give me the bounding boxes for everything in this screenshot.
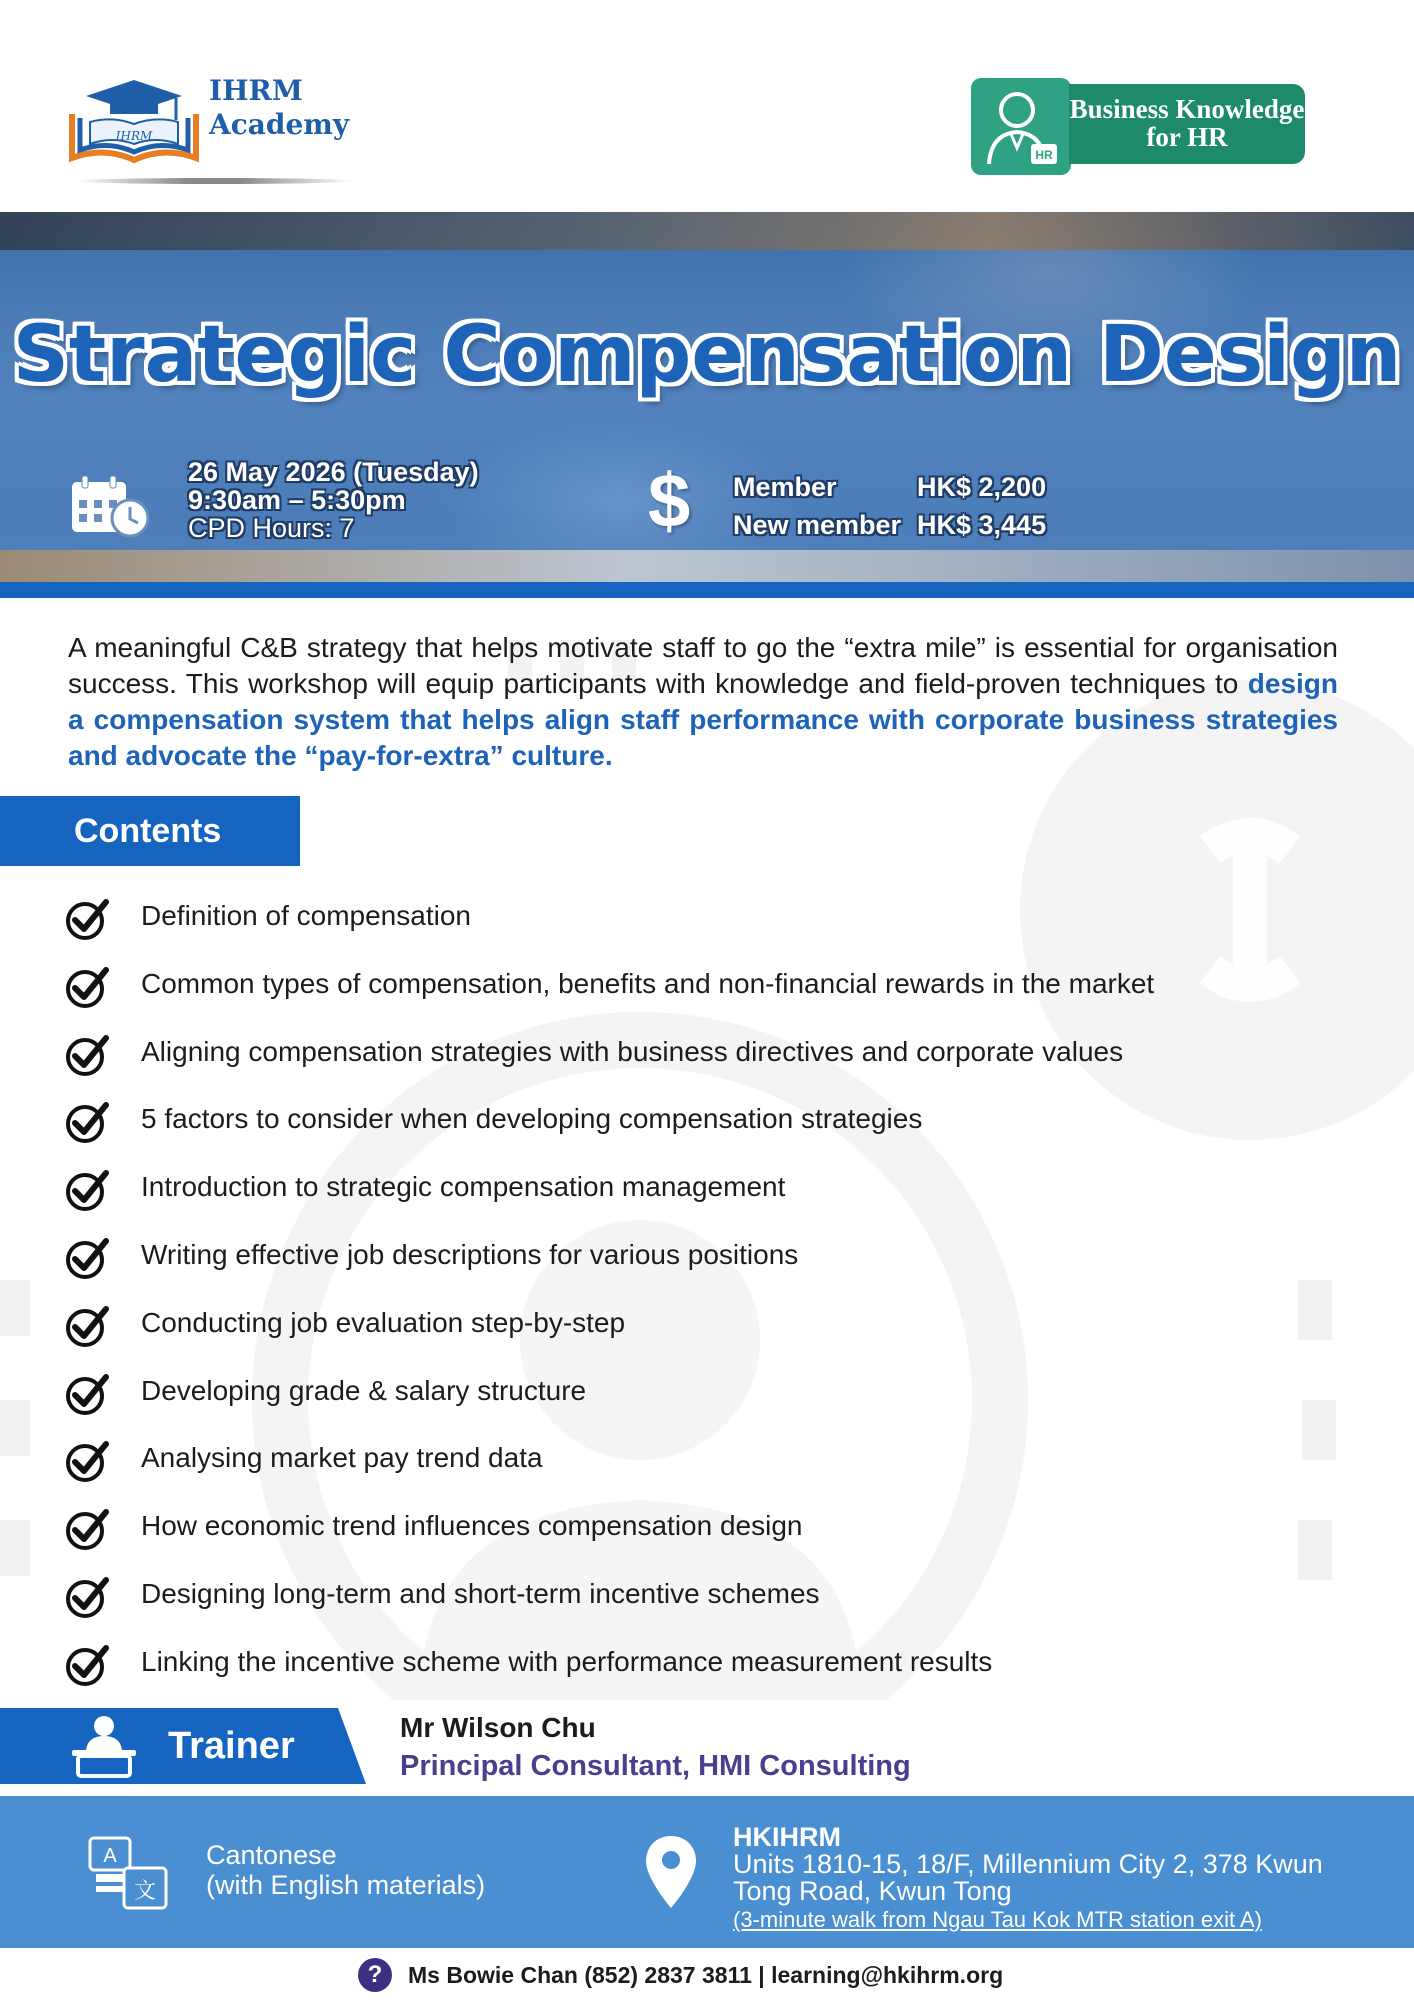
price-value: HK$ 3,445 xyxy=(917,510,1047,540)
venue-info xyxy=(733,1824,1373,1935)
list-item xyxy=(64,1163,1364,1231)
list-item-text: 5 factors to consider when developing compensation strategies xyxy=(141,1103,923,1135)
list-item-text: Developing grade & salary structure xyxy=(141,1374,587,1406)
banner-photo-bottom xyxy=(0,550,1414,582)
price-row-member xyxy=(733,468,1046,506)
list-item xyxy=(64,1570,1364,1638)
intro-end: . xyxy=(604,740,613,771)
checkmark-icon xyxy=(64,1438,110,1484)
list-item xyxy=(64,892,1364,960)
list-item-text: Analysing market pay trend data xyxy=(141,1442,543,1474)
list-item xyxy=(64,1095,1364,1163)
list-item-text: Linking the incentive scheme with performance measurement results xyxy=(141,1645,993,1677)
list-item-text: Introduction to strategic compensation management xyxy=(141,1171,786,1203)
question-icon: ? xyxy=(358,1958,392,1992)
checkmark-icon xyxy=(64,1303,110,1349)
checkmark-icon xyxy=(64,1506,110,1552)
checkmark-icon xyxy=(64,896,110,942)
list-item-text: How economic trend influences compensation design xyxy=(141,1510,803,1542)
contents-heading: Contents xyxy=(0,796,300,866)
checkmark-icon xyxy=(64,1099,110,1145)
price-row-new-member xyxy=(733,506,1046,544)
badge-line-2: for HR xyxy=(1146,122,1228,152)
trainer-title: Principal Consultant, HMI Consulting xyxy=(400,1750,911,1782)
intro-highlight: design a compensation system that helps align staff performance with corporate business strategies and advocate the “pay-for-extra” culture xyxy=(68,668,1338,771)
ihrm-academy-logo xyxy=(64,74,364,194)
checkmark-icon xyxy=(64,1642,110,1688)
trainer-heading: Trainer xyxy=(168,1725,295,1767)
intro-paragraph xyxy=(68,630,1338,774)
translate-icon xyxy=(88,1834,168,1914)
list-item-text: Aligning compensation strategies with business directives and corporate values xyxy=(141,1035,1124,1067)
language-info xyxy=(206,1840,485,1900)
price-block xyxy=(733,468,1046,544)
venue-address: Units 1810-15, 18/F, Millennium City 2, 378 Kwun Tong Road, Kwun Tong xyxy=(733,1849,1323,1906)
logo-line-1: IHRM xyxy=(209,74,303,107)
translate-icon-a: A xyxy=(103,1845,117,1867)
list-item-text: Conducting job evaluation step-by-step xyxy=(141,1306,626,1338)
hr-icon-text: HR xyxy=(1035,148,1053,162)
list-item xyxy=(64,1367,1364,1435)
badge-label xyxy=(1069,84,1305,164)
language-line-2: (with English materials) xyxy=(206,1870,486,1900)
language-line-1: Cantonese xyxy=(206,1840,337,1870)
graduation-book-icon xyxy=(64,74,204,166)
list-item-text: Writing effective job descriptions for various positions xyxy=(141,1238,799,1270)
list-item xyxy=(64,1502,1364,1570)
contact-bar xyxy=(0,1950,1414,2000)
list-item xyxy=(64,960,1364,1028)
list-item xyxy=(64,1434,1364,1502)
logo-text xyxy=(209,74,349,142)
course-date: 26 May 2026 (Tuesday) xyxy=(188,457,479,487)
intro-text: A meaningful C&B strategy that helps motivate staff to go the “extra mile” is essential for organisation success. This workshop will equip participants with knowledge and field-proven techniques to xyxy=(68,632,1338,699)
price-value: HK$ 2,200 xyxy=(917,472,1047,502)
translate-icon-b: 文 xyxy=(133,1879,157,1904)
location-pin-icon xyxy=(644,1834,698,1910)
banner-photo-top xyxy=(0,212,1414,250)
list-item xyxy=(64,1638,1364,1706)
checkmark-icon xyxy=(64,1032,110,1078)
logo-book-text: IHRM xyxy=(115,129,153,143)
trainer-name: Mr Wilson Chu xyxy=(400,1712,596,1743)
hr-person-icon xyxy=(971,78,1071,175)
list-item-text: Definition of compensation xyxy=(141,900,471,931)
course-time: 9:30am – 5:30pm xyxy=(188,485,406,515)
dollar-icon: $ xyxy=(648,459,691,544)
checkmark-icon xyxy=(64,1235,110,1281)
business-knowledge-badge xyxy=(971,78,1335,175)
checkmark-icon xyxy=(64,964,110,1010)
hero-banner xyxy=(0,212,1414,598)
calendar-clock-icon xyxy=(70,474,152,538)
banner-bottom-bar xyxy=(0,582,1414,598)
venue-org: HKIHRM xyxy=(733,1822,841,1852)
contact-info: Ms Bowie Chan (852) 2837 3811 | learning@hkihrm.org xyxy=(408,1962,1004,1988)
venue-walk-note: (3-minute walk from Ngau Tau Kok MTR station exit A) xyxy=(733,1907,1263,1932)
date-block xyxy=(188,458,479,542)
list-item xyxy=(64,1028,1364,1096)
info-footer xyxy=(0,1796,1414,1948)
price-label: New member xyxy=(733,510,902,540)
logo-underline xyxy=(74,178,354,184)
checkmark-icon xyxy=(64,1574,110,1620)
checkmark-icon xyxy=(64,1167,110,1213)
badge-line-1: Business Knowledge xyxy=(1069,94,1305,124)
list-item xyxy=(64,1231,1364,1299)
course-title: Strategic Compensation Design xyxy=(12,310,1402,400)
contents-list xyxy=(64,892,1364,1706)
list-item xyxy=(64,1299,1364,1367)
cpd-hours: CPD Hours: 7 xyxy=(188,513,355,543)
price-label: Member xyxy=(733,472,837,502)
list-item-text: Designing long-term and short-term incentive schemes xyxy=(141,1577,820,1609)
list-item-text: Common types of compensation, benefits and non-financial rewards in the market xyxy=(141,967,1155,999)
logo-line-2: Academy xyxy=(209,108,350,141)
checkmark-icon xyxy=(64,1371,110,1417)
